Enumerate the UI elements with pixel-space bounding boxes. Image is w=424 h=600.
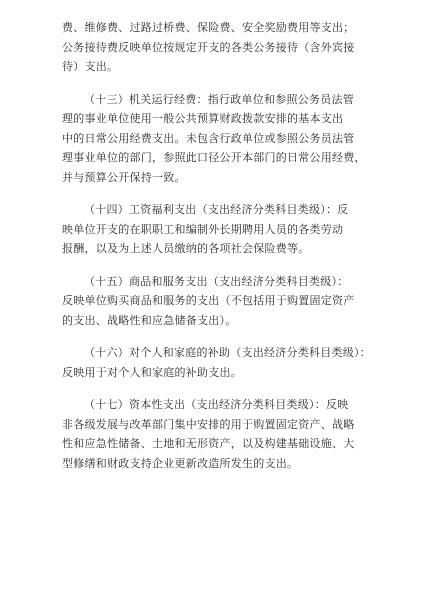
paragraph-vehicle-and-reception-expenses <box>62 18 368 77</box>
paragraph-item-14 <box>62 200 368 259</box>
paragraph-item-16 <box>62 343 371 382</box>
text-line: 性和应急性储备、土地和无形资产，以及构建基础设施、大 <box>62 437 355 450</box>
text-line: 费、维修费、过路过桥费、保险费、安全奖励费用等支出； <box>62 21 355 34</box>
text-line: （十七）资本性支出（支出经济分类科目类级）：反映 <box>84 398 349 411</box>
text-line: 反映用于对个人和家庭的补助支出。 <box>62 365 242 379</box>
document-page <box>62 18 371 486</box>
text-line: （十五）商品和服务支出（支出经济分类科目类级）： <box>84 274 349 288</box>
text-line: 反映单位购买商品和服务的支出（不包括用于购置固定资产 <box>62 294 355 307</box>
text-line: 型修缮和财政支持企业更新改造所发生的支出。 <box>62 456 299 470</box>
text-line: （十四）工资福利支出（支出经济分类科目类级）：反 <box>84 203 349 216</box>
paragraph-item-15 <box>62 272 368 331</box>
text-line: 映单位开支的在职职工和编制外长期聘用人员的各类劳动 <box>62 222 344 236</box>
text-line: 公务接待费反映单位按规定开支的各类公务接待（含外宾接 <box>62 40 355 54</box>
text-line: （十三）机关运行经费：指行政单位和参照公务员法管 <box>84 92 354 106</box>
text-line: 的支出、战略性和应急储备支出）。 <box>62 313 237 327</box>
text-line: 报酬，以及为上述人员缴纳的各项社会保险费等。 <box>62 242 310 255</box>
text-line: 中的日常公用经费支出。未包含行政单位或参照公务员法管 <box>62 131 355 145</box>
text-line: 非各级发展与改革部门集中安排的用于购置固定资产、战略 <box>62 417 355 431</box>
text-line: 理的事业单位使用一般公共预算财政拨款安排的基本支出 <box>62 112 344 125</box>
text-line: 并与预算公开保持一致。 <box>62 170 186 184</box>
text-line: （十六）对个人和家庭的补助（支出经济分类科目类级）： <box>84 346 371 359</box>
text-line: 待）支出。 <box>62 60 119 73</box>
text-line: 理事业单位的部门，参照此口径公开本部门的日常公用经费， <box>62 151 366 164</box>
paragraph-item-17 <box>62 395 368 473</box>
paragraph-item-13 <box>62 90 368 188</box>
